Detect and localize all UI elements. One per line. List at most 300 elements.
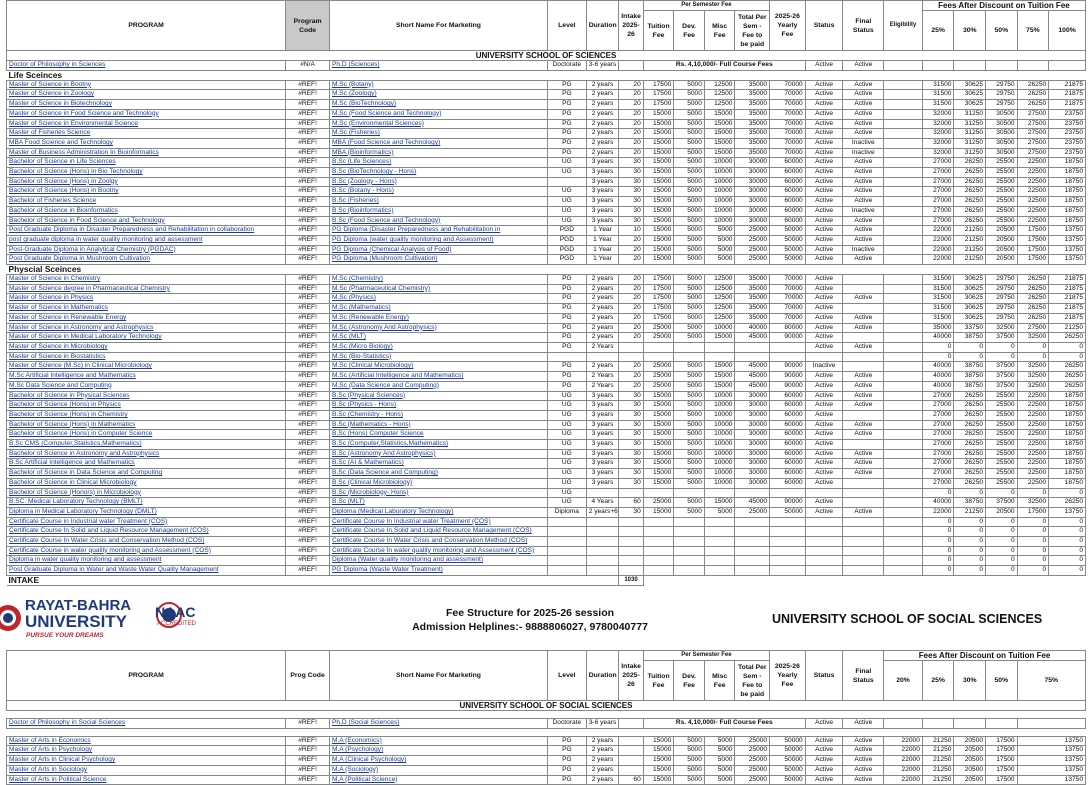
cell: #REF! xyxy=(286,177,330,187)
cell: 20 xyxy=(619,333,643,343)
cell: 3 years xyxy=(586,206,619,216)
cell xyxy=(674,527,705,537)
cell: #REF! xyxy=(286,507,330,517)
program-row xyxy=(7,566,1086,576)
program-row xyxy=(7,537,1086,547)
cell: 10000 xyxy=(704,187,735,197)
cell: 3 years xyxy=(586,391,619,401)
cell: 2 years xyxy=(586,284,619,294)
cell: 5000 xyxy=(674,245,705,255)
cell: 22000 xyxy=(884,746,923,756)
cell xyxy=(643,556,674,566)
cell: 22000 xyxy=(884,756,923,766)
cell: Active xyxy=(843,507,884,517)
cell: 15000 xyxy=(643,138,674,148)
cell xyxy=(884,304,923,314)
cell: 18750 xyxy=(1049,206,1086,216)
phd-status: Active xyxy=(805,61,843,71)
cell: 25000 xyxy=(643,333,674,343)
cell: #REF! xyxy=(286,235,330,245)
cell: Active xyxy=(843,401,884,411)
cell: 13750 xyxy=(1017,736,1085,746)
cell: 45000 xyxy=(735,362,770,372)
cell: 50000 xyxy=(770,765,806,775)
cell: Active xyxy=(843,109,884,119)
cell: PG Diploma (Waste Water Treatment) xyxy=(329,566,547,576)
cell: 15000 xyxy=(643,507,674,517)
cell: M.Sc (Data Science and Computing) xyxy=(329,381,547,391)
cell xyxy=(843,284,884,294)
cell: 20 xyxy=(619,245,643,255)
cell: Certificate Course In Solid and Liquid Resource Management (COS) xyxy=(329,527,547,537)
cell: 3 years xyxy=(586,478,619,488)
cell: Diploma in water quality monitoring and assessment xyxy=(7,556,286,566)
cell xyxy=(884,420,923,430)
cell xyxy=(770,546,806,556)
cell: 25000 xyxy=(735,235,770,245)
cell: Master of Science in Renewable Energy xyxy=(7,313,286,323)
cell: #REF! xyxy=(286,401,330,411)
cell: Active xyxy=(805,746,843,756)
cell: 30625 xyxy=(954,80,986,90)
cell: post graduate diploma in water quality monitoring and assessment xyxy=(7,235,286,245)
cell: Master of Science in Microbiology xyxy=(7,342,286,352)
cell: 30000 xyxy=(735,158,770,168)
cell: Bachelor of Science (Hons) in Zoolgy xyxy=(7,177,286,187)
cell xyxy=(884,109,923,119)
cell: #REF! xyxy=(286,284,330,294)
cell: B.Sc (Computer,Statistics,Mathematics) xyxy=(329,440,547,450)
social-sciences-fee-table xyxy=(6,650,1086,785)
cell: 5000 xyxy=(704,775,735,785)
cell: 5000 xyxy=(674,284,705,294)
cell: 0 xyxy=(1017,527,1049,537)
cell: PG xyxy=(548,372,587,382)
cell: 18750 xyxy=(1049,187,1086,197)
cell: 27000 xyxy=(922,420,954,430)
cell xyxy=(843,517,884,527)
cell: M.Sc (BioTechnology) xyxy=(329,100,547,110)
program-row xyxy=(7,420,1086,430)
cell: 30000 xyxy=(735,168,770,178)
cell: 20 xyxy=(619,323,643,333)
cell: 40000 xyxy=(922,362,954,372)
cell: Bachelor of Science (Hons) in Bio Technology xyxy=(7,168,286,178)
cell: #REF! xyxy=(286,381,330,391)
cell: 17500 xyxy=(643,275,674,285)
cell: Master of Science in Biotechnology xyxy=(7,100,286,110)
program-row xyxy=(7,119,1086,129)
cell xyxy=(704,527,735,537)
cell: 2 years xyxy=(586,304,619,314)
cell: 0 xyxy=(1049,352,1086,362)
cell: 27500 xyxy=(1017,138,1049,148)
group-physical-sciences: Physcial Sceinces xyxy=(7,265,1086,275)
cell: 90000 xyxy=(770,333,806,343)
cell: B.Sc (MLT) xyxy=(329,498,547,508)
cell: 30625 xyxy=(954,100,986,110)
program-row xyxy=(7,342,1086,352)
cell: 30 xyxy=(619,459,643,469)
cell: 10000 xyxy=(704,323,735,333)
cell: 30625 xyxy=(954,313,986,323)
cell xyxy=(586,556,619,566)
cell: 10000 xyxy=(704,469,735,479)
cell: 22500 xyxy=(1017,430,1049,440)
cell: 70000 xyxy=(770,284,806,294)
cell: 20500 xyxy=(954,736,986,746)
col2-final: Final Status xyxy=(843,651,884,701)
cell: 29750 xyxy=(986,294,1018,304)
cell: Master of Science in Bootny xyxy=(7,80,286,90)
cell: 4 Years xyxy=(586,498,619,508)
cell: 5000 xyxy=(674,507,705,517)
cell: 22000 xyxy=(884,765,923,775)
cell: Active xyxy=(843,294,884,304)
cell xyxy=(805,527,843,537)
cell: #REF! xyxy=(286,245,330,255)
cell: 30000 xyxy=(735,187,770,197)
cell: 2 years xyxy=(586,746,619,756)
cell xyxy=(619,765,643,775)
cell xyxy=(674,566,705,576)
cell xyxy=(586,488,619,498)
cell: Certificate Course In Solid and Liquid Resource Management (COS) xyxy=(7,527,286,537)
cell: Active xyxy=(805,235,843,245)
cell: 21250 xyxy=(922,736,954,746)
cell: Master of Arts in Sociology xyxy=(7,765,286,775)
cell: 30 xyxy=(619,168,643,178)
cell: 26250 xyxy=(954,216,986,226)
cell: 5000 xyxy=(704,226,735,236)
cell: 30000 xyxy=(735,410,770,420)
cell: 21250 xyxy=(954,245,986,255)
cell: 3 years xyxy=(586,177,619,187)
cell xyxy=(548,517,587,527)
cell: 1 Year xyxy=(586,226,619,236)
cell xyxy=(843,488,884,498)
cell: 50000 xyxy=(770,507,806,517)
cell: 35000 xyxy=(735,304,770,314)
cell: 0 xyxy=(922,488,954,498)
cell: PG xyxy=(548,119,587,129)
cell: 2 years xyxy=(586,148,619,158)
program-row xyxy=(7,109,1086,119)
cell: 26250 xyxy=(1017,100,1049,110)
cell: 20500 xyxy=(986,255,1018,265)
cell: 22500 xyxy=(1017,410,1049,420)
cell xyxy=(735,566,770,576)
cell: 26250 xyxy=(1049,372,1086,382)
cell: Master of Science in Zoology xyxy=(7,90,286,100)
cell: M.Sc (Artificial Intelligence and Mathematics) xyxy=(329,372,547,382)
cell: 32000 xyxy=(922,129,954,139)
cell: Diploma in Medical Laboratory Technology (DMLT) xyxy=(7,507,286,517)
cell: UG xyxy=(548,401,587,411)
cell xyxy=(843,304,884,314)
cell: Bachelor of Science (Hons) in Mathematics xyxy=(7,420,286,430)
cell: 25500 xyxy=(986,469,1018,479)
cell: Active xyxy=(843,187,884,197)
cell: Bachelor of Science (Honors) in Microbiology xyxy=(7,488,286,498)
cell xyxy=(770,537,806,547)
cell: 70000 xyxy=(770,90,806,100)
cell xyxy=(884,498,923,508)
program-row xyxy=(7,294,1086,304)
logo-tagline: PURSUE YOUR DREAMS xyxy=(26,632,104,639)
cell xyxy=(619,527,643,537)
cell: 0 xyxy=(954,556,986,566)
cell: 20 xyxy=(619,381,643,391)
cell: 60000 xyxy=(770,440,806,450)
cell: 17500 xyxy=(1017,255,1049,265)
cell: 3 years xyxy=(586,197,619,207)
cell: Active xyxy=(843,255,884,265)
cell: 60000 xyxy=(770,478,806,488)
cell: 25000 xyxy=(735,765,770,775)
cell: 17500 xyxy=(643,294,674,304)
phd2-duration: 3-6 years xyxy=(586,719,619,729)
cell: Master of Science in Physics xyxy=(7,294,286,304)
col-intake: Intake 2025-26 xyxy=(619,1,643,51)
cell: 23750 xyxy=(1049,138,1086,148)
cell: 17500 xyxy=(986,775,1018,785)
cell: 15000 xyxy=(643,177,674,187)
cell: 30625 xyxy=(954,284,986,294)
col-per-sem: Per Semester Fee xyxy=(643,1,769,11)
cell: 25500 xyxy=(986,197,1018,207)
cell: 29750 xyxy=(986,275,1018,285)
cell: Master of Business Administration In Bioinformatics xyxy=(7,148,286,158)
cell: 18750 xyxy=(1049,197,1086,207)
cell: 26250 xyxy=(954,206,986,216)
program-row xyxy=(7,255,1086,265)
cell xyxy=(548,556,587,566)
cell: 22500 xyxy=(1017,177,1049,187)
cell: Active xyxy=(805,158,843,168)
cell xyxy=(843,537,884,547)
cell: 0 xyxy=(1049,537,1086,547)
cell: 30 xyxy=(619,440,643,450)
cell: 29750 xyxy=(986,304,1018,314)
program-row xyxy=(7,177,1086,187)
cell: 15000 xyxy=(704,498,735,508)
cell: 0 xyxy=(954,352,986,362)
cell xyxy=(619,736,643,746)
cell: 3 years xyxy=(586,449,619,459)
cell: 10 xyxy=(619,226,643,236)
cell: 60000 xyxy=(770,449,806,459)
cell: 15000 xyxy=(643,440,674,450)
cell: 0 xyxy=(954,537,986,547)
col2-program: PROGRAM xyxy=(7,651,286,701)
cell: 20 xyxy=(619,275,643,285)
cell xyxy=(674,488,705,498)
cell: 5000 xyxy=(674,391,705,401)
program-row xyxy=(7,546,1086,556)
cell: B.Sc (Clinical Microbiology) xyxy=(329,478,547,488)
cell: 25500 xyxy=(986,430,1018,440)
cell: 2 years xyxy=(586,765,619,775)
cell: 10000 xyxy=(704,420,735,430)
cell: 30 xyxy=(619,391,643,401)
cell: 50000 xyxy=(770,255,806,265)
cell: Master of Science in Chemistry xyxy=(7,275,286,285)
cell: 5000 xyxy=(674,216,705,226)
cell: 10000 xyxy=(704,410,735,420)
cell xyxy=(586,527,619,537)
cell: Active xyxy=(843,313,884,323)
cell: #REF! xyxy=(286,469,330,479)
cell: 60000 xyxy=(770,168,806,178)
cell: 30 xyxy=(619,197,643,207)
cell: Active xyxy=(843,430,884,440)
cell: 31250 xyxy=(954,129,986,139)
cell: 26250 xyxy=(1049,333,1086,343)
cell: M.Sc (Clinical Microbiology) xyxy=(329,362,547,372)
cell: 5000 xyxy=(674,158,705,168)
cell: 0 xyxy=(1049,527,1086,537)
cell: 21875 xyxy=(1049,80,1086,90)
cell: 32500 xyxy=(1017,381,1049,391)
cell: 60000 xyxy=(770,187,806,197)
cell: 15000 xyxy=(643,119,674,129)
cell xyxy=(548,177,587,187)
cell: Active xyxy=(843,129,884,139)
cell xyxy=(884,546,923,556)
cell xyxy=(884,80,923,90)
cell: M.A (Economics) xyxy=(329,736,547,746)
cell: 10000 xyxy=(704,206,735,216)
cell: 0 xyxy=(922,342,954,352)
cell: 32500 xyxy=(986,323,1018,333)
cell: 35000 xyxy=(735,109,770,119)
cell: 5000 xyxy=(674,449,705,459)
cell: 5000 xyxy=(704,746,735,756)
cell: 17500 xyxy=(643,313,674,323)
cell: Active xyxy=(843,736,884,746)
accredited-text: ACCREDITED xyxy=(157,621,197,627)
cell: 27000 xyxy=(922,430,954,440)
cell: 26250 xyxy=(1049,362,1086,372)
cell: 26250 xyxy=(954,440,986,450)
phd-level: Doctorate xyxy=(548,61,587,71)
cell: 32500 xyxy=(1017,372,1049,382)
cell: 3 years xyxy=(586,410,619,420)
cell: 31500 xyxy=(922,80,954,90)
cell: Active xyxy=(805,294,843,304)
cell: 22000 xyxy=(922,226,954,236)
cell: 0 xyxy=(1017,517,1049,527)
cell: 35000 xyxy=(735,90,770,100)
cell: #REF! xyxy=(286,80,330,90)
cell: Active xyxy=(805,469,843,479)
cell: 18750 xyxy=(1049,469,1086,479)
program-row xyxy=(7,206,1086,216)
cell: 90000 xyxy=(770,381,806,391)
cell: 22000 xyxy=(922,235,954,245)
cell: 70000 xyxy=(770,119,806,129)
cell xyxy=(805,537,843,547)
cell xyxy=(735,342,770,352)
cell: PG xyxy=(548,294,587,304)
cell: 0 xyxy=(1017,556,1049,566)
cell: 29750 xyxy=(986,80,1018,90)
cell: 26250 xyxy=(954,430,986,440)
cell: 27000 xyxy=(922,197,954,207)
cell: M.Sc Artificial Intelligence and Mathematics xyxy=(7,372,286,382)
cell: Bachelor of Fisheries Science xyxy=(7,197,286,207)
cell: 10000 xyxy=(704,158,735,168)
col-final: Final Status xyxy=(843,1,884,51)
cell: 10000 xyxy=(704,401,735,411)
section-title: UNIVERSITY SCHOOL OF SCIENCES xyxy=(7,51,1086,61)
cell xyxy=(884,119,923,129)
cell: 15000 xyxy=(704,333,735,343)
cell: Active xyxy=(843,765,884,775)
program-row xyxy=(7,440,1086,450)
cell: 2 years xyxy=(586,333,619,343)
logo-name-1: RAYAT-BAHRA xyxy=(25,597,132,614)
cell: Active xyxy=(843,459,884,469)
cell: 27000 xyxy=(922,478,954,488)
cell xyxy=(805,546,843,556)
cell: Bachelor of Science in Physical Sciences xyxy=(7,391,286,401)
cell: #REF! xyxy=(286,527,330,537)
cell: PG Diploma (Chemical Analysis of Food) xyxy=(329,245,547,255)
cell: #REF! xyxy=(286,498,330,508)
cell: 5000 xyxy=(674,775,705,785)
cell: Post-Graduate Diploma in Analytical Chemistry (PGDAC) xyxy=(7,245,286,255)
cell: 70000 xyxy=(770,109,806,119)
cell: 40000 xyxy=(922,372,954,382)
cell xyxy=(884,478,923,488)
cell: 17500 xyxy=(986,765,1018,775)
cell: 31250 xyxy=(954,119,986,129)
cell: 5000 xyxy=(674,362,705,372)
cell: 1 Year xyxy=(586,255,619,265)
cell: 17500 xyxy=(643,284,674,294)
cell: 25000 xyxy=(643,362,674,372)
cell: PG xyxy=(548,129,587,139)
cell: 15000 xyxy=(643,420,674,430)
cell: Active xyxy=(805,420,843,430)
cell xyxy=(619,746,643,756)
cell: Active xyxy=(805,119,843,129)
program-row xyxy=(7,391,1086,401)
cell: 21875 xyxy=(1049,275,1086,285)
cell: 27000 xyxy=(922,469,954,479)
cell: Master of Arts in Political Science xyxy=(7,775,286,785)
cell: 25500 xyxy=(986,391,1018,401)
cell: #REF! xyxy=(286,556,330,566)
cell xyxy=(643,488,674,498)
col2-disc-5: 75% xyxy=(1017,661,1085,701)
program-row xyxy=(7,775,1086,785)
cell: PGD xyxy=(548,255,587,265)
cell: 30 xyxy=(619,469,643,479)
cell: #REF! xyxy=(286,430,330,440)
col2-total: Total Per Sem -Fee to be paid xyxy=(735,661,770,701)
cell: 26250 xyxy=(1017,294,1049,304)
cell: UG xyxy=(548,459,587,469)
cell: 26250 xyxy=(954,459,986,469)
cell: 30000 xyxy=(735,449,770,459)
cell: MBA Food Science and Technology xyxy=(7,138,286,148)
cell: 60000 xyxy=(770,216,806,226)
cell xyxy=(884,362,923,372)
cell: UG xyxy=(548,187,587,197)
